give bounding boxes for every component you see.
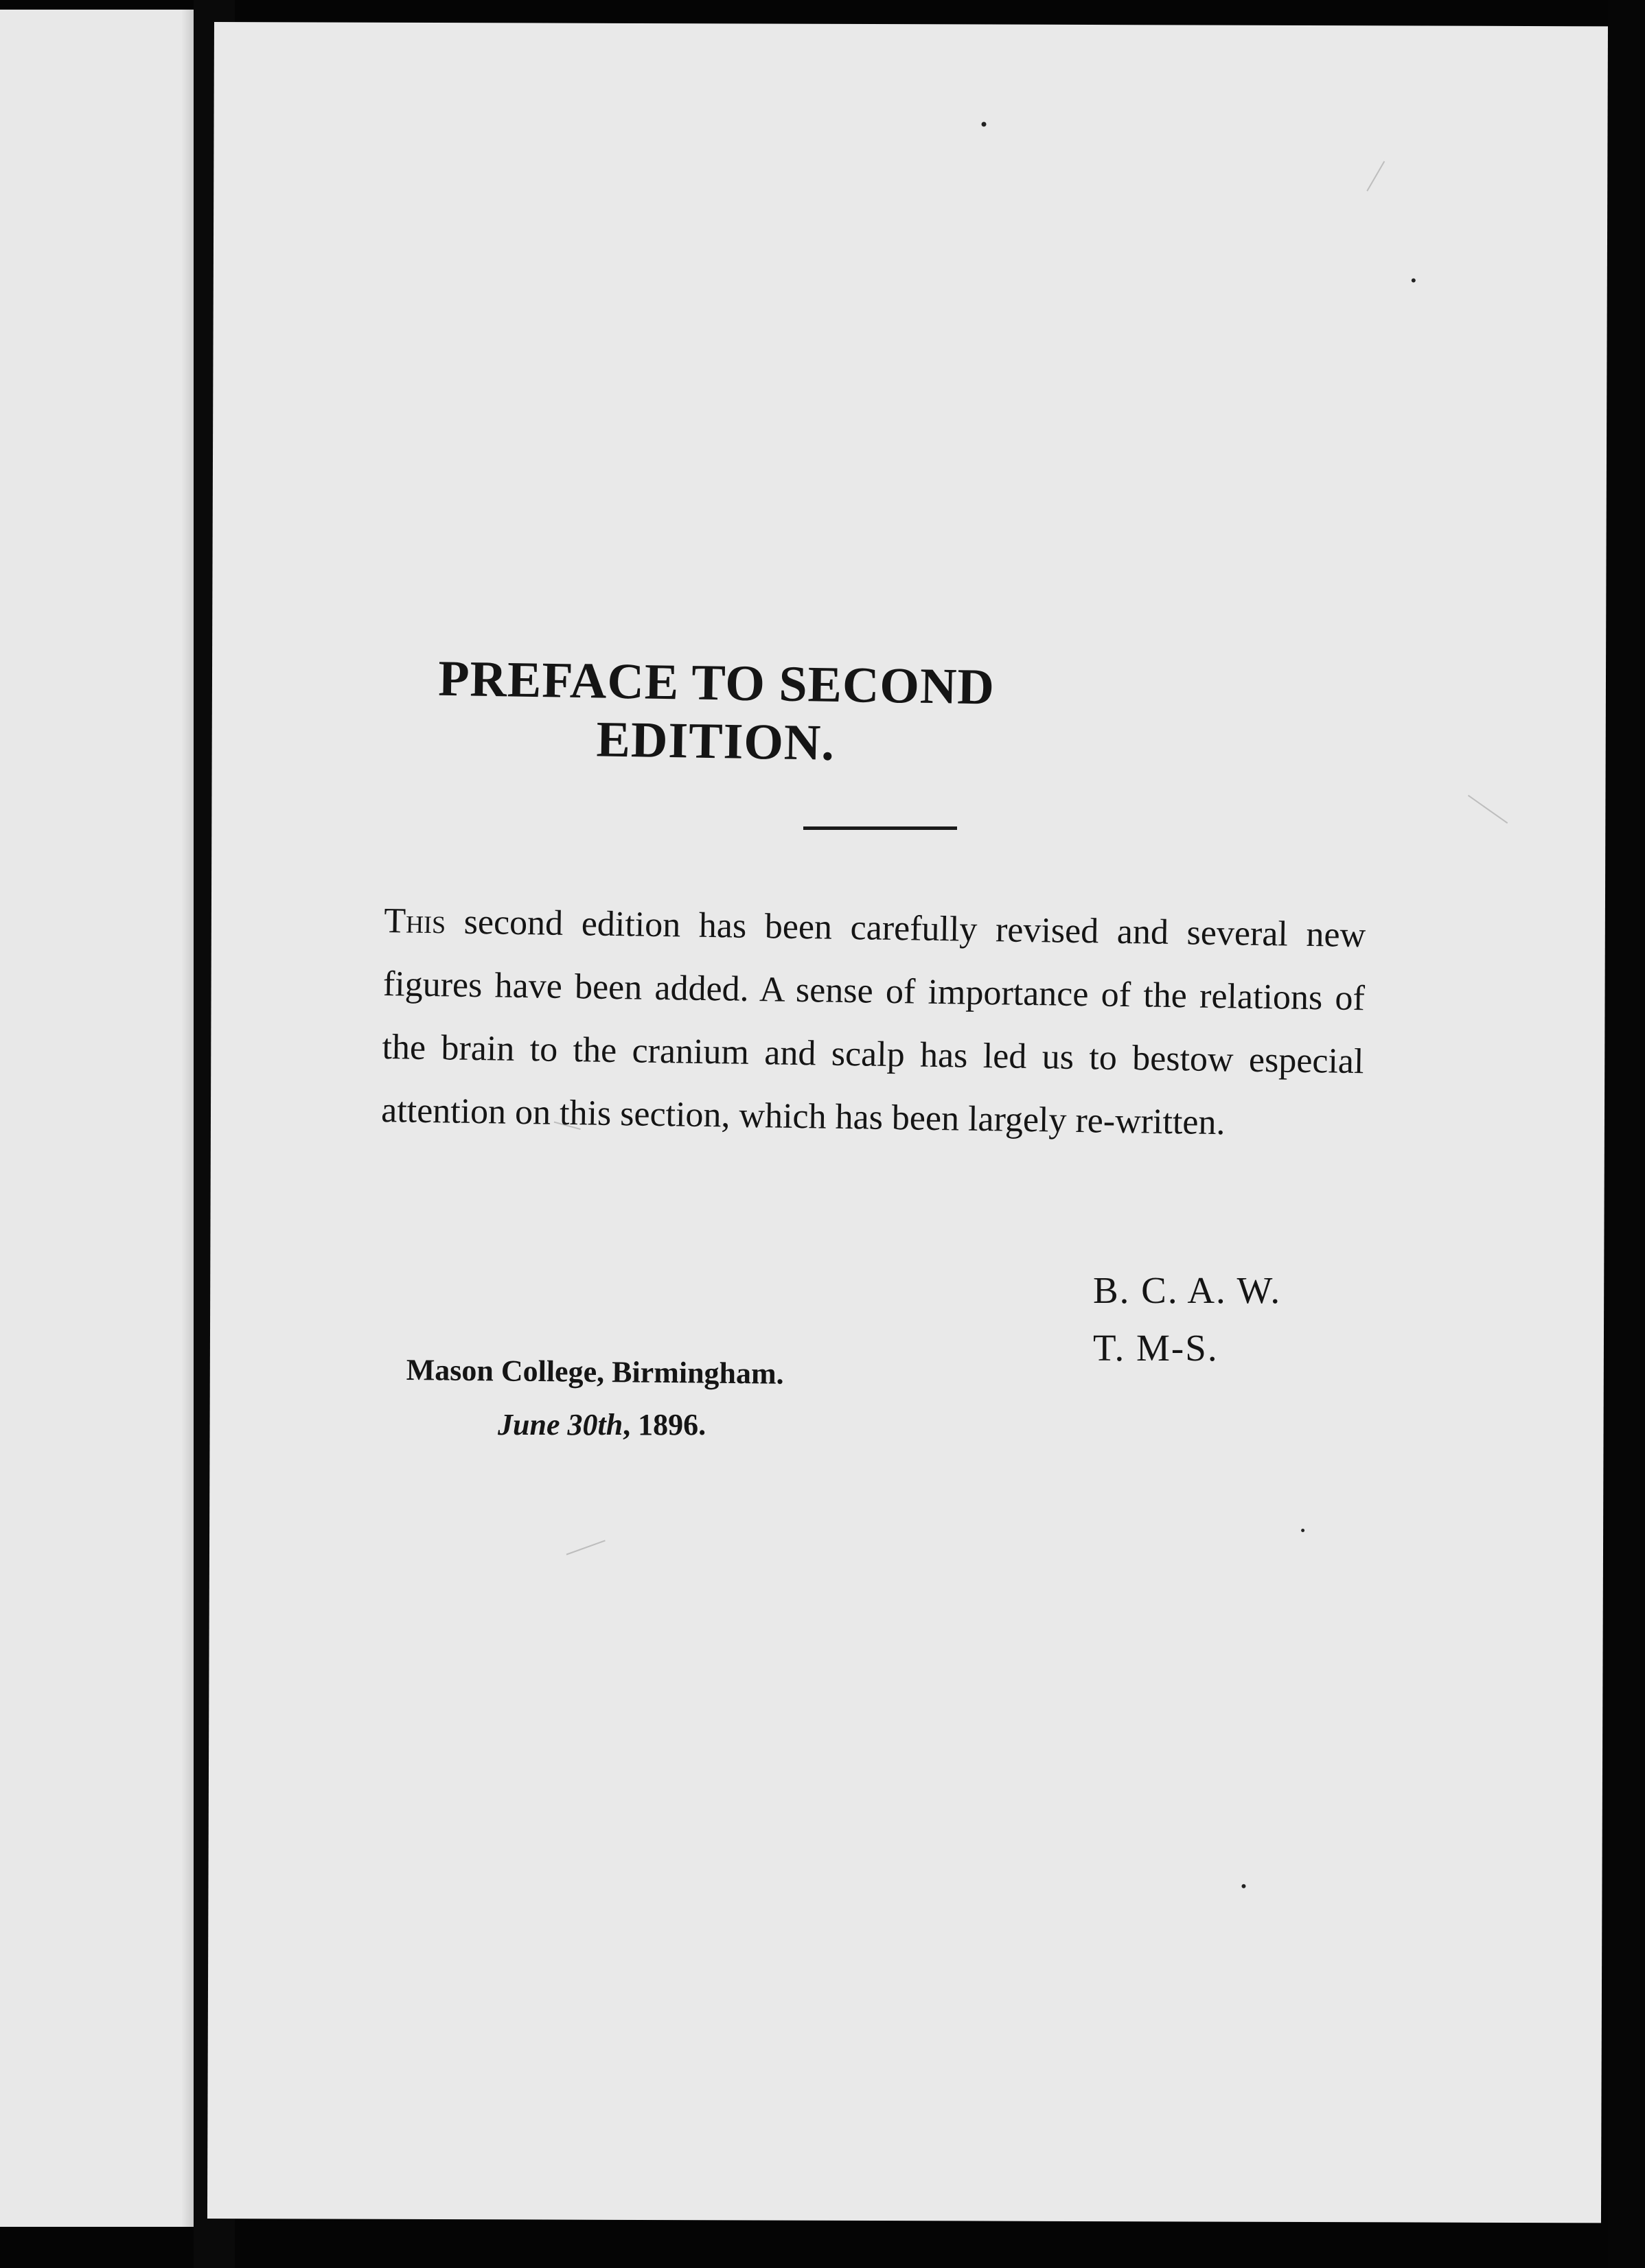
paper-speck (1412, 278, 1416, 282)
paper-speck (1241, 1884, 1245, 1888)
paper-speck (1301, 1529, 1304, 1532)
date-year: , 1896. (623, 1408, 706, 1442)
page-title: PREFACE TO SECOND EDITION. (437, 650, 996, 772)
page-shadow (181, 10, 194, 2227)
date-day: June 30th (498, 1408, 623, 1442)
signatory-2: T. M-S. (1093, 1327, 1219, 1369)
right-page-edge (1608, 0, 1645, 2268)
left-page (0, 10, 194, 2227)
paper-speck (982, 122, 987, 127)
title-rule (803, 826, 957, 830)
paper-fiber (566, 1540, 606, 1555)
paper-fiber (1366, 161, 1385, 192)
signatory-1: B. C. A. W. (1093, 1269, 1282, 1311)
place-line: Mason College, Birmingham. (406, 1353, 784, 1391)
preface-lead-word: This (383, 901, 446, 942)
date-line (498, 1407, 706, 1442)
signature-block (1093, 1262, 1281, 1377)
paper-fiber (1468, 795, 1508, 824)
preface-body-text: second edition has been carefully revised and several new figures have been added. A sense of importance of the relations of the brain to the cranium and scalp has led us to bestow especial attention on this section, which has been largely re-written. (380, 902, 1366, 1143)
preface-body (381, 890, 1366, 1157)
